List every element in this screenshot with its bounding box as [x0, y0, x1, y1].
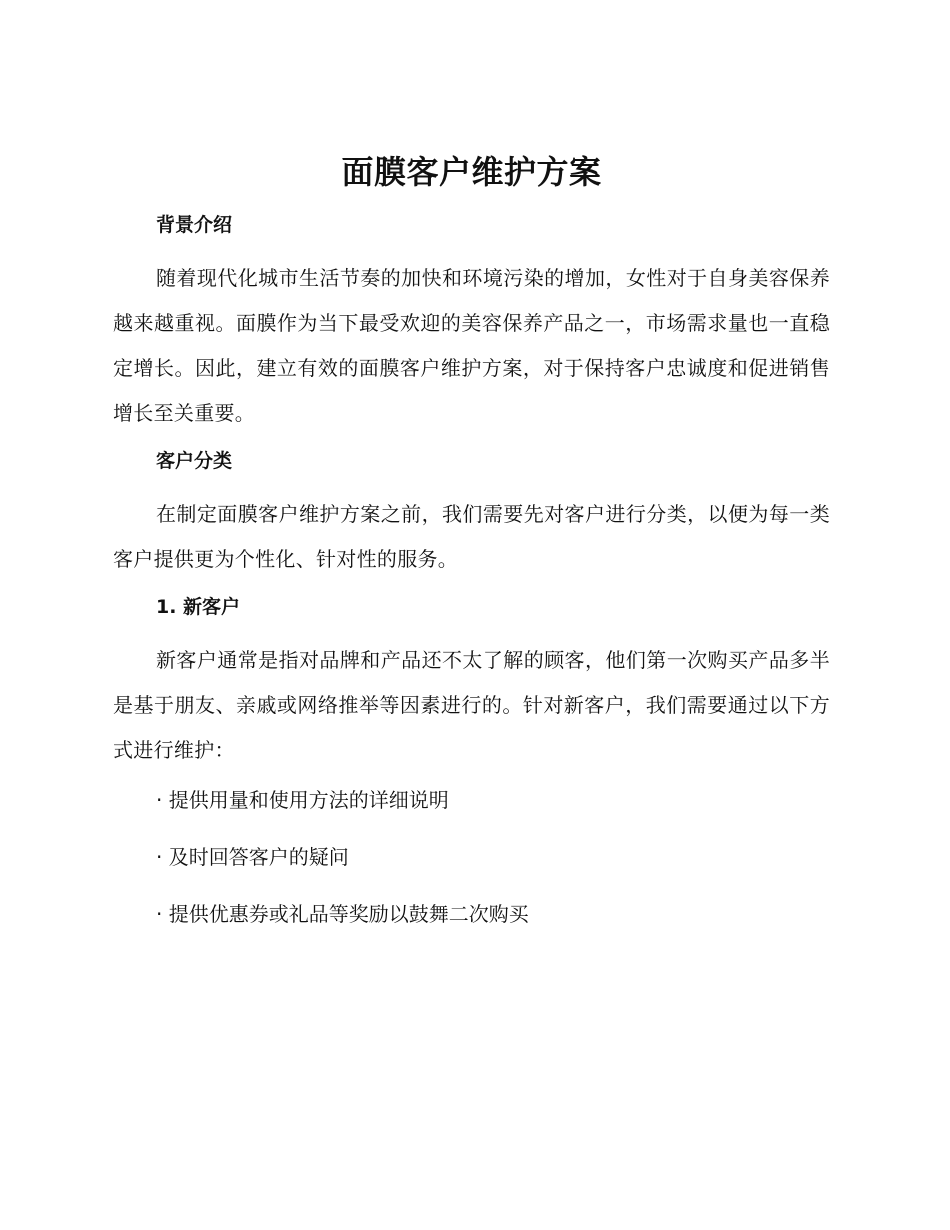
- section-heading-new-customers: 1. 新客户: [156, 596, 241, 618]
- bullet-item: · 及时回答客户的疑问: [156, 845, 349, 869]
- section-heading-classification: 客户分类: [156, 450, 233, 472]
- document-title: 面膜客户维护方案: [341, 153, 602, 191]
- bullet-item: · 提供优惠券或礼品等奖励以鼓舞二次购买: [156, 902, 529, 926]
- background-paragraph: 随着现代化城市生活节奏的加快和环境污染的增加，女性对于自身美容保养越来越重视。面膜作为当下最受欢迎的美容保养产品之一，市场需求量也一直稳定增长。因此，建立有效的面膜客户维护方案，对于保持客户忠诚度和促进销售增长至关重要。: [113, 266, 830, 425]
- bullet-item: · 提供用量和使用方法的详细说明: [156, 788, 449, 812]
- new-customers-paragraph: 新客户通常是指对品牌和产品还不太了解的顾客，他们第一次购买产品多半是基于朋友、亲戚或网络推举等因素进行的。针对新客户，我们需要通过以下方式进行维护：: [113, 648, 830, 762]
- classification-paragraph: 在制定面膜客户维护方案之前，我们需要先对客户进行分类，以便为每一类客户提供更为个性化、针对性的服务。: [113, 502, 830, 571]
- section-heading-background: 背景介绍: [156, 214, 233, 236]
